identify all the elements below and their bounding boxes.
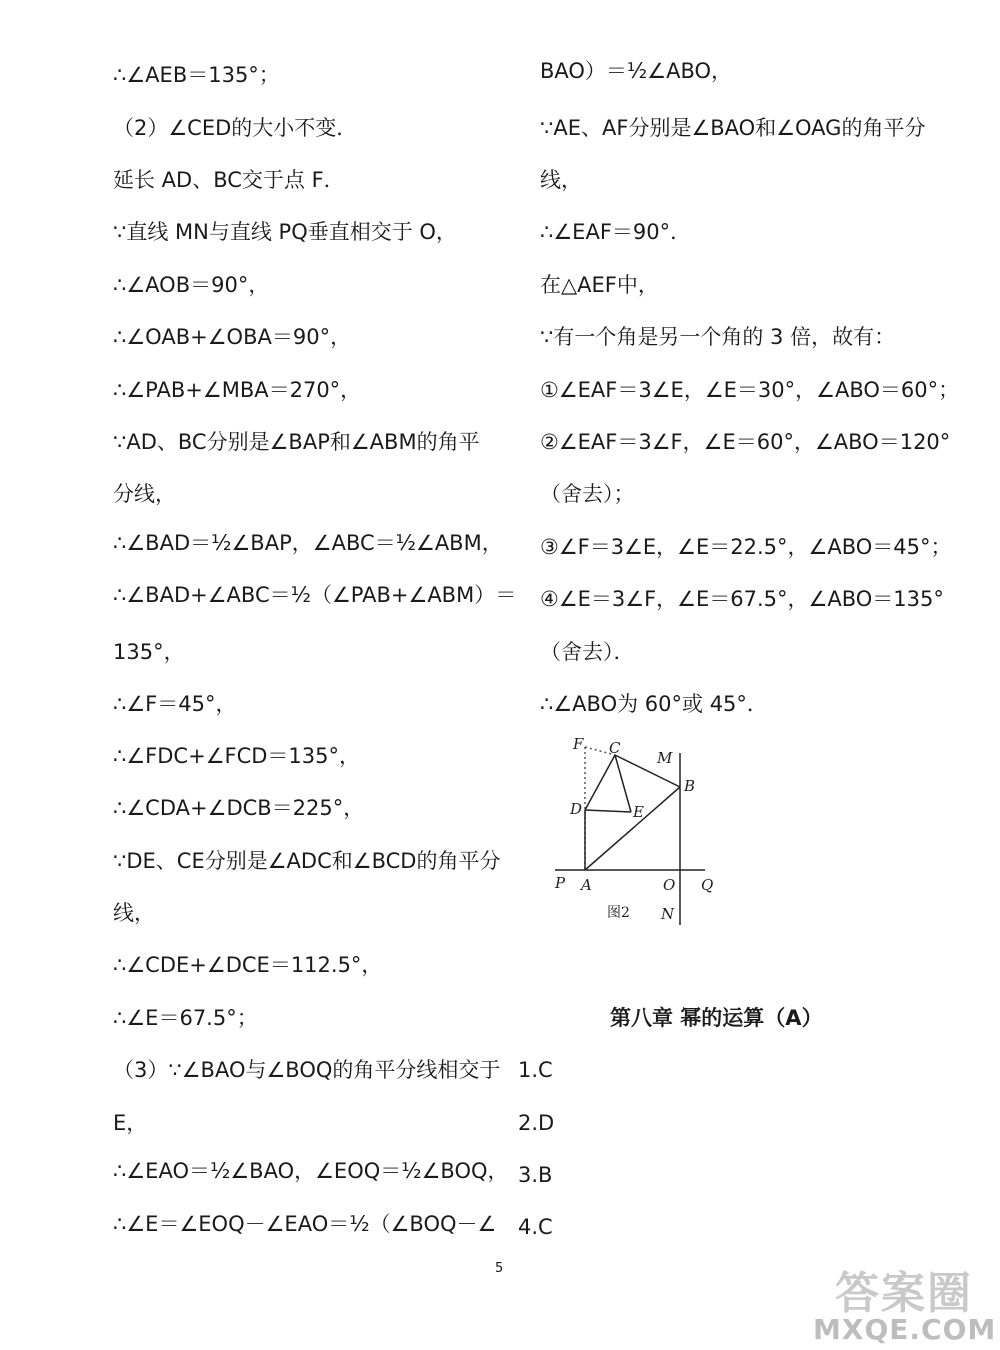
text-line: （3）∵∠BAO与∠BOQ的角平分线相交于 [113,1058,501,1082]
text-line: ④∠E＝3∠F，∠E＝67.5°，∠ABO＝135° [540,587,944,611]
text-line: ∴∠AEB＝135°； [113,63,280,87]
text-line: BAO）＝½∠ABO， [540,59,733,83]
text-line: ∵DE、CE分别是∠ADC和∠BCD的角平分 [113,849,501,873]
geometry-figure [545,735,725,930]
text-line: ∴∠CDA+∠DCB＝225°， [113,796,365,820]
label-m: M [657,749,673,767]
watermark [805,1255,995,1350]
line-ab [585,787,680,870]
text-line: ∴∠E＝67.5°； [113,1006,258,1030]
answer-item: 4.C [518,1215,553,1239]
text-line: ∴∠ABO为 60°或 45°． [540,692,768,716]
text-line: ∴∠EAF＝90°． [540,220,692,244]
text-line: ∴∠EAO＝½∠BAO，∠EOQ＝½∠BOQ， [113,1159,509,1183]
label-p: P [555,874,566,892]
text-line: ①∠EAF＝3∠E，∠E＝30°，∠ABO＝60°； [540,378,960,402]
text-line: ∴∠CDE+∠DCE＝112.5°， [113,953,383,977]
answer-item: 1.C [518,1058,553,1082]
label-e: E [633,803,644,821]
label-n: N [661,905,675,923]
line-dc [585,755,615,810]
watermark-logo: 答案圈 [835,1268,973,1319]
text-line: ∴∠AOB＝90°， [113,273,270,297]
label-q: Q [701,876,714,894]
text-line: ∴∠F＝45°， [113,692,237,716]
text-line: ∵AD、BC分别是∠BAP和∠ABM的角平 [113,430,480,454]
figure-caption: 图2 [607,905,630,921]
text-line: ∵AE、AF分别是∠BAO和∠OAG的角平分 [540,116,926,140]
label-c: C [609,739,621,757]
text-line: 线， [113,901,155,925]
text-line: ∴∠PAB+∠MBA＝270°， [113,378,362,402]
line-ce [615,755,631,812]
text-line: 分线， [113,482,176,506]
text-line: ∴∠BAD+∠ABC＝½（∠PAB+∠ABM）＝ [113,583,517,607]
label-d: D [570,800,583,818]
label-f: F [573,735,584,753]
text-line: （舍去）； [540,482,635,506]
text-line: ∴∠FDC+∠FCD＝135°， [113,744,361,768]
line-de [585,810,631,812]
text-line: 在△AEF中， [540,273,659,297]
text-line: 线， [540,168,582,192]
answer-item: 2.D [518,1111,555,1135]
text-line: ③∠F＝3∠E，∠E＝22.5°，∠ABO＝45°； [540,535,952,559]
text-line: （舍去）． [540,640,635,664]
text-line: ∵有一个角是另一个角的 3 倍，故有： [540,325,896,349]
section-heading: 第八章 幂的运算（A） [610,1006,823,1030]
text-line: ∵直线 MN与直线 PQ垂直相交于 O， [113,220,457,244]
text-line: ∴∠BAD＝½∠BAP，∠ABC＝½∠ABM， [113,531,503,555]
text-line: ∴∠OAB+∠OBA＝90°， [113,325,352,349]
label-a: A [581,876,592,894]
text-line: 135°， [113,640,185,664]
watermark-url: MXQE.COM [813,1313,997,1346]
text-line: （2）∠CED的大小不变． [113,116,358,140]
text-line: E， [113,1111,148,1135]
text-line: ∴∠E＝∠EOQ－∠EAO＝½（∠BOQ－∠ [113,1212,497,1236]
answer-item: 3.B [518,1163,553,1187]
label-o: O [663,876,676,894]
page-number: 5 [495,1261,504,1276]
label-b: B [684,777,696,795]
text-line: ②∠EAF＝3∠F，∠E＝60°，∠ABO＝120° [540,430,951,454]
text-line: 延长 AD、BC交于点 F． [113,168,345,192]
